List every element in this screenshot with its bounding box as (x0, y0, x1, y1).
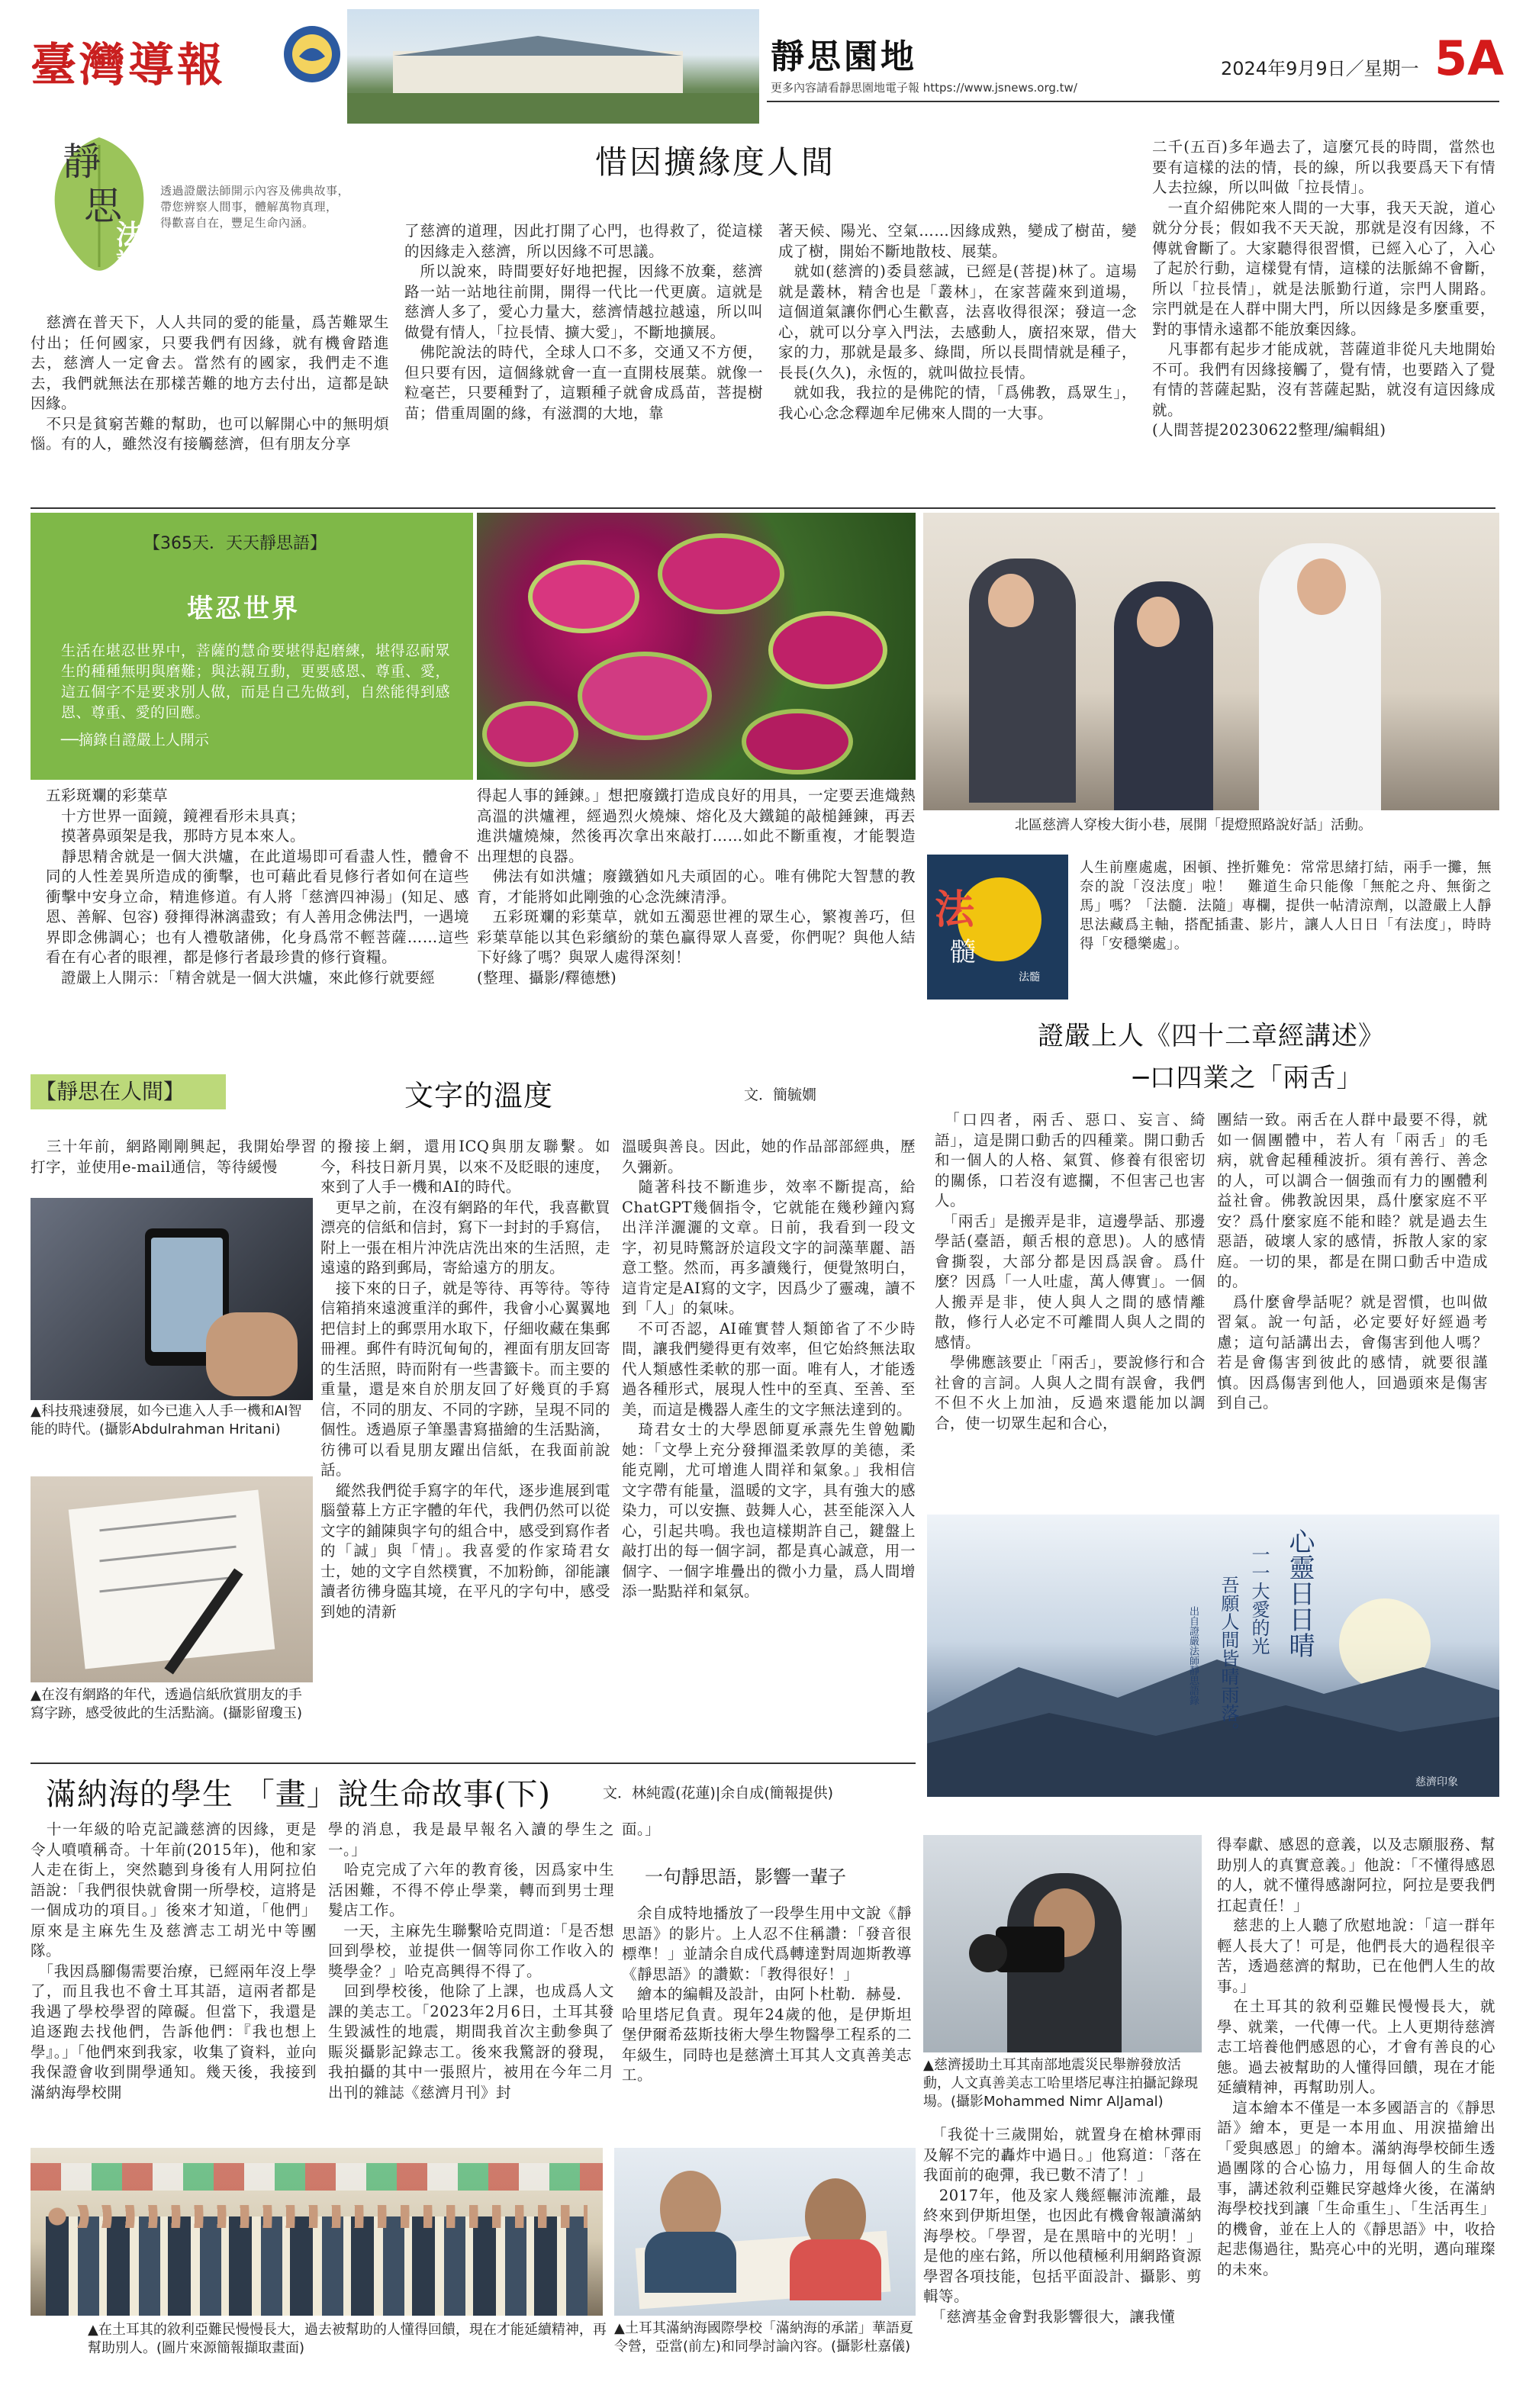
student-col5: 得奉獻、感恩的意義，以及志願服務、幫助別人的真實意義。」他說：「不懂得感恩的人，就不懂得感謝阿拉，阿拉是要我們扛起責任！」 慈悲的上人聽了欣慰地說：「這一群年輕人長大了！可是，他們長大的過程很辛苦，透過慈濟的幫助，已在他們人生的故事。」 在土耳其的敘利亞難民慢慢長大，就學、就業，一代傳一代。上人更期待慈濟志工培養他們感恩的心，才會有善良的心態。過去被幫助的人懂得回饋，現在才能延續精神，再幫助別人。 這本繪本不僅是一本多國語言的《靜思語》繪本，更是一本用血、用淚描繪出「愛與感恩」的繪本。滿納海學校師生透過團隊的合心協力，用每個人的生命故事，講述敘利亞難民穿越烽火後，在滿納海學校找到讓「生命重生」、「生活再生」的機會，並在上人的《靜思語》中，收拾起悲傷過往，點亮心中的光明，邁向璀璨的未來。 (1217, 1836, 1495, 2278)
lead-article-col2: 了慈濟的道理，因此打開了心門，也得救了，從這樣的因緣走入慈濟，所以因緣不可思議。 所以說來，時間要好好地把握，因緣不放棄，慈濟路一站一站地往前開，開得一代比一代更廣。這就是慈濟人多了，愛心力量大，慈濟情越拉越遠，所以叫做覺有情人，「拉長情、擴大愛」，不斷地擴展。 佛陀說法的時代，全球人口不多，交通又不方便，但只要有因，這個緣就會一直一直開枝展葉。就像一粒毫芒，只要種對了，這顆種子就會成爲苗，菩提樹苗；借重周圍的緣，有滋潤的大地，靠 (404, 222, 763, 422)
warmth-byline: 文．簡毓嫺 (744, 1086, 817, 1103)
student-col2: 學的消息，我是最早報名入讀的學生之一。」 哈克完成了六年的教育後，因爲家中生活困難，不得不停止學業，轉而到男士理髮店工作。 一天，主麻先生聯繫哈克問道：「是否想回到學校，並提供一個等同你工作收入的獎學金？」哈克高興得不得了。 回到學校後，他除了上課，也成爲人文課的美志工。「2023年2月6日，土耳其發生毀滅性的地震，期間我首次主動參與了賑災攝影記錄志工。後來我驚訝的發現，我拍攝的其中一張照片，被用在今年二月出刊的雜誌《慈濟月刊》封 (328, 1820, 614, 2101)
sutra-title-2: ─口四業之「兩舌」 (1133, 1063, 1363, 1093)
fa-sui-logo (927, 855, 1068, 1000)
tzu-chi-logo-icon (284, 26, 340, 82)
warmth-tag: 【靜思在人間】 (31, 1074, 226, 1109)
group-photo (31, 2148, 603, 2316)
student-col3: 面。」 (622, 1820, 661, 1838)
sutra-title-1: 證嚴上人《四十二章經講述》 (1038, 1021, 1385, 1051)
sutra-col2: 團結一致。兩舌在人群中最要不得，就如一個團體中，若人有「兩舌」的毛病，就會起種種波折。須有善行、善念的人，可以調合一個強而有力的團體利益社會。佛教說因果，爲什麼家庭不平安？爲什麼家庭不能和睦？就是過去生惡語，破壞人家的感情，拆散人家的家庭。一切的果，都是在開口動舌中造成的。 爲什麼會學話呢？就是習慣，也叫做習氣。說一句話，必定要好好經過考慮；這句話講出去，會傷害到他人嗎？若是會傷害到彼此的感情，就要很謹慎。因爲傷害到他人，回過頭來是傷害到自己。 (1217, 1111, 1488, 1412)
camera-photo-caption: ▲慈濟援助土耳其南部地震災民舉辦發放活動，人文真善美志工哈里塔尼專注拍攝記錄現場。(攝影Mohammed Nimr AlJamal) (923, 2057, 1198, 2110)
student-col1: 十一年級的哈克記識慈濟的因緣，更是令人噴噴稱奇。十年前(2015年)，他和家人走在街上，突然聽到身後有人用阿拉伯語說：「我們很快就會開一所學校，這將是一個成功的項目。」後來才知道，「他們」原來是主麻先生及慈濟志工胡光中等團隊。 「我因爲腳傷需要治療，已經兩年沒上學了，而且我也不會土耳其語，這兩者都是我遇了學校學習的障礙。但當下，我還是追逐跑去找他們，告訴他們：『我也想上學』。」「他們來到我家，收集了資料，並向我保證會收到開學通知。幾天後，我接到滿納海學校開 (31, 1820, 317, 2101)
sutra-col1: 「口四者，兩舌、惡口、妄言、綺語」，這是開口動舌的四種業。開口動舌和一個人的人格、氣質、修養有很密切的關係，口若沒有遮攔，不但害己也害人。 「兩舌」是搬弄是非，這邊學話、那邊學話(臺語，顛舌根的意思)。人的感情會撕裂，大部分都是因爲誤會。爲什麼？因爲「一人吐虛，萬人傳實」。一個人搬弄是非，使人與人之間的感情離散，修行人必定不可離間人與人之間的感情。 學佛應該要止「兩舌」，要說修行和合社會的言詞。人與人之間有誤會，我們不但不火上加油，反過來還能加以調合，使一切眾生起和合心， (935, 1111, 1206, 1432)
warmth-col1: 三十年前，網路剛剛興起，我開始學習打字，並使用e-mail通信，等待緩慢 (31, 1138, 317, 1176)
phone-photo (31, 1198, 313, 1400)
jing-si-poster (927, 1515, 1499, 1797)
dharma-logo (31, 130, 168, 275)
dharma-intro: 透過證嚴法師開示內容及佛典故事， 帶您辨察人間事，體解萬物真理， 得歡喜自在，豐足生命內涵。 (160, 184, 350, 230)
daily-right-col: 得起人事的錘鍊。」想把廢鐵打造成良好的用具，一定要丟進熾熱高溫的洪爐裡，經過烈火燒煉、熔化及大鐵鎚的敲槌錘鍊，再丟進洪爐燒煉，然後再次拿出來敲打……如此不斷重複，才能製造出理想的良器。 佛法有如洪爐；廢鐵猶如凡夫頑固的心。唯有佛陀大智慧的教育，才能將如此剛強的心念洗練清淨。 五彩斑斕的彩葉草，就如五濁惡世裡的眾生心，繁複善巧，但彩葉草能以其色彩繽紛的葉色贏得眾人喜愛，你們呢？與他人結下好緣了嗎？與眾人處得深刻！ (整理、攝影/釋德懋) (477, 787, 916, 987)
masthead-building-photo (347, 9, 759, 124)
paper-name: 臺灣導報 (31, 39, 226, 92)
lantern-photo-caption: 北區慈濟人穿梭大街小巷，展開「提燈照路說好話」活動。 (1015, 817, 1372, 833)
lead-article-col3: 著天候、陽光、空氣……因緣成熟，變成了樹苗，變成了樹，開始不斷地散枝、展葉。 就如(慈濟的)委員慈誠，已經是(菩提)林了。這場就是叢林，精舍也是「叢林」，在家菩薩來到道場，這個道氣讓你們心生歡喜，法喜收得很深；發這一念心，就可以分享入門法，去感動人，廣招來眾，借大家的力，那就是最多、綠間，所以長間情就是種子，長長(久久)，永恆的，就叫做拉長情。 就如我，我拉的是佛陀的情，「爲佛教，爲眾生」，我心心念念釋迦牟尼佛來人間的一大事。 (778, 222, 1137, 422)
masthead-rule (767, 101, 1499, 102)
section-divider-1 (31, 507, 1495, 509)
student-sub-heading: 一句靜思語，影響一輩子 (645, 1866, 846, 1888)
phone-photo-caption: ▲科技飛速發展，如今已進入人手一機和AI智能的時代。(攝影Abdulrahman Hritani) (31, 1403, 302, 1437)
fa-sui-label: 法髓 (1019, 971, 1040, 983)
sui-char: 髓 (950, 937, 976, 967)
fa-char: 法 (935, 887, 975, 933)
poster-line-1: 心靈日日晴 (1284, 1528, 1315, 1658)
lead-article-col4: 二千(五百)多年過去了，這麼冗長的時間，當然也要有這樣的法的情，長的線，所以我要爲天下有情人去拉線，所以叫做「拉長情」。 一直介紹佛陀來人間的一大事，我天天說，道心就分分長；假如我不天天說，那就是沒有因緣，不傳就會斷了。大家聽得很習慣，已經入心了，入心了起於行動，這樣覺有情，這樣的法脈綿不會斷，所以「拉長情」，就是法脈勤行道，宗門人開路。宗門就是在人群中開大門，所以因緣是多麼重要，對的事情永遠都不能放棄因緣。 凡事都有起步才能成就，菩薩道非從凡夫地開始不可。我們有因緣接觸了，覺有情，也要踏入了覺有情的菩薩起點，沒有菩薩起點，就沒有這因緣成就。 (人間菩提20230622整理/編輯組) (1152, 138, 1495, 439)
student-title: 滿納海的學生 「畫」說生命故事(下) (46, 1777, 551, 1812)
warmth-col2: 的撥接上網，還用ICQ與朋友聯繫。如今，科技日新月異，以來不及眨眼的速度，來到了人手一機和AI的時代。 更早之前，在沒有網路的年代，我喜歡買漂亮的信紙和信封，寫下一封封的手寫信，附上一張在相片沖洗店洗出來的生活照，走遠遠的路到郵局，寄給遠方的朋友。 接下來的日子，就是等待、再等待。等待信箱捎來遠渡重洋的郵件，我會小心翼翼地把信封上的郵票用水取下，仔細收藏在集郵冊裡。郵件有時沉甸甸的，裡面有朋友回寄的生活照，時而附有一些書籤卡。而主要的重量，還是來自於朋友回了好幾頁的手寫信，不同的朋友、不同的字跡，呈現不同的個性。透過原子筆墨書寫描繪的生活點滴，彷彿可以看見朋友躍出信紙，在我面前說話。 縱然我們從手寫字的年代，逐步進展到電腦螢幕上方正字體的年代，我們仍然可以從文字的鋪陳與字句的組合中，感受到寫作者的「誠」與「情」。我喜愛的作家琦君女士，她的文字自然樸實，不加粉飾，卻能讓讀者彷彿身臨其境，在平凡的字句中，感受到她的清新 (320, 1138, 610, 1621)
page-number: 5A (1434, 31, 1505, 86)
more-content-link[interactable]: 更多內容請看靜思園地電子報 https://www.jsnews.org.tw/ (771, 81, 1077, 95)
dharma-char-3: 法 (116, 219, 144, 251)
section-divider-2 (31, 1763, 916, 1764)
masthead (0, 0, 1526, 130)
kids-photo-caption: ▲土耳其滿納海國際學校「滿納海的承諾」華語夏令營，亞當(前左)和同學討論內容。(攝影杜嘉儀) (614, 2320, 913, 2355)
lantern-event-photo (923, 513, 1499, 810)
handwriting-photo (31, 1476, 313, 1682)
daily-quote-source: ──摘錄自證嚴上人開示 (61, 732, 209, 748)
warmth-title: 文字的溫度 (404, 1079, 554, 1112)
poster-line-3: 吾願人間皆晴雨落。 (1218, 1576, 1239, 1740)
coleus-leaves-photo (477, 513, 916, 780)
daily-quote-tag: 【365天．天天靜思語】 (143, 534, 327, 553)
camera-photo (923, 1835, 1202, 2052)
group-photo-caption: ▲在土耳其的敘利亞難民慢慢長大，過去被幫助的人懂得回饋，現在才能延續精神，再幫助別人。(圖片來源簡報擷取畫面) (88, 2322, 607, 2356)
fa-sui-text: 人生前塵處處，困頓、挫折難免：常常思緒打結，兩手一攤，無奈的說「沒法度」啦！ 難道生命只能像「無舵之舟、無銜之馬」嗎？「法髓．法隨」專欄，提供一帖清涼劑，以證嚴上人靜思法藏爲主軸，搭配插畫、影片，讓人人日日「有法度」，時時得「安穩樂處」。 (1080, 860, 1492, 952)
poster-sign: 慈濟印象 (1415, 1776, 1458, 1788)
kids-photo (614, 2148, 916, 2316)
poster-line-2: 一一大愛的光 (1248, 1545, 1270, 1655)
section-title: 靜思園地 (771, 37, 917, 76)
poster-small: 出自證嚴法師靜思語錄 (1187, 1606, 1199, 1705)
daily-left-col: 五彩斑斕的彩葉草 十方世界一面鏡，鏡裡看形未具真； 摸著鼻頭架是我，那時方見本來人。 靜思精舍就是一個大洪爐，在此道場即可看盡人性，體會不同的人性差異所造成的衝擊，也可藉此看見修行者如何在這些衝擊中安身立命，精進修道。有人將「慈濟四神湯」(知足、感恩、善解、包容) 發揮得淋漓盡致；有人善用念佛法門，一遇境界即念佛調心；也有人禮敬諸佛，化身爲常不輕菩薩……這些看在有心者的眼裡，都是修行者最珍貴的修行資糧。 證嚴上人開示：「精舍就是一個大洪爐，來此修行就要經 (46, 787, 469, 987)
dharma-char-2: 思 (84, 184, 122, 228)
student-col3b: 余自成特地播放了一段學生用中文說《靜思語》的影片。上人忍不住稱讚：「發音很標準！」並請余自成代爲轉達對周迦斯教導《靜思語》的讚歎：「教得很好！」 繪本的編輯及設計，由阿卜杜勒．赫曼．哈里塔尼負責。現年24歲的他，是伊斯坦堡伊爾希茲斯技術大學生物醫學工程系的二年級生，同時也是慈濟土耳其人文真善美志工。 (622, 1904, 912, 2084)
dharma-char-4: 語 (116, 247, 141, 276)
lead-article-title: 惜因擴緣度人間 (595, 143, 836, 181)
student-byline: 文．林純霞(花蓮)|余自成(簡報提供) (603, 1785, 834, 1801)
lead-article-col1: 慈濟在普天下，人人共同的愛的能量，爲苦難眾生付出；任何國家，只要我們有因緣，就有機會踏進去，慈濟人一定會去。當然有的國家，我們走不進去，我們就無法在那樣苦難的地方去付出，這都是缺因緣。 不只是貧窮苦難的幫助，也可以解開心中的無明煩惱。有的人，雖然沒有接觸慈濟，但有朋友分享 (31, 314, 389, 452)
handwriting-photo-caption: ▲在沒有網路的年代，透過信紙欣賞朋友的手寫字跡，感受彼此的生活點滴。(攝影留瓊玉) (31, 1687, 303, 1721)
daily-quote-text: 生活在堪忍世界中，菩薩的慧命要堪得起磨練，堪得忍耐眾生的種種無明與磨難；與法親互動，更要感恩、尊重、愛，這五個字不是要求別人做，而是自己先做到，自然能得到感恩、尊重、愛的回應。 (61, 642, 450, 721)
daily-quote-heading: 堪忍世界 (187, 594, 300, 624)
student-col4: 「我從十三歲開始，就置身在槍林彈雨及解不完的轟炸中過日。」他寫道：「落在我面前的砲彈，我已數不清了！」 2017年，他及家人幾經輾沛流離，最終來到伊斯坦堡，也因此有機會報讀滿納海學校。「學習，是在黑暗中的光明！」是他的座右銘，所以他積極利用網路資源學習各項技能，包括平面設計、攝影、剪輯等。 「慈濟基金會對我影響很大，讓我懂 (923, 2126, 1202, 2326)
issue-date: 2024年9月9日／星期一 (1221, 58, 1419, 79)
dharma-char-1: 靜 (63, 140, 101, 184)
warmth-col3: 溫暖與善良。因此，她的作品部部經典，歷久彌新。 隨著科技不斷進步，效率不斷提高，給ChatGPT幾個指令，它就能在幾秒鐘內寫出洋洋灑灑的文章。日前，我看到一段文字，初見時驚訝於這段文字的詞藻華麗、語意工整。然而，再多讀幾行，便覺煞明白，這肯定是AI寫的文字，因爲少了靈魂，讀不到「人」的氣味。 不可否認，AI確實替人類節省了不少時間，讓我們變得更有效率，但它始終無法取代人類感性柔軟的那一面。唯有人，才能透過各種形式，展現人性中的至真、至善、至美，而這是機器人產生的文字無法達到的。 琦君女士的大學恩師夏承燾先生曾勉勵她：「文學上充分發揮溫柔敦厚的美德，柔能克剛，尤可增進人間祥和氣象。」我相信文字帶有能量，溫暖的文字，具有強大的感染力，可以安撫、鼓舞人心，甚至能深入人心，引起共鳴。我也這樣期許自己，鍵盤上敲打出的每一個字詞，都是真心誠意，用一個字、一個字堆疊出的微小力量，爲人間增添一點點祥和氣氛。 (622, 1138, 916, 1600)
